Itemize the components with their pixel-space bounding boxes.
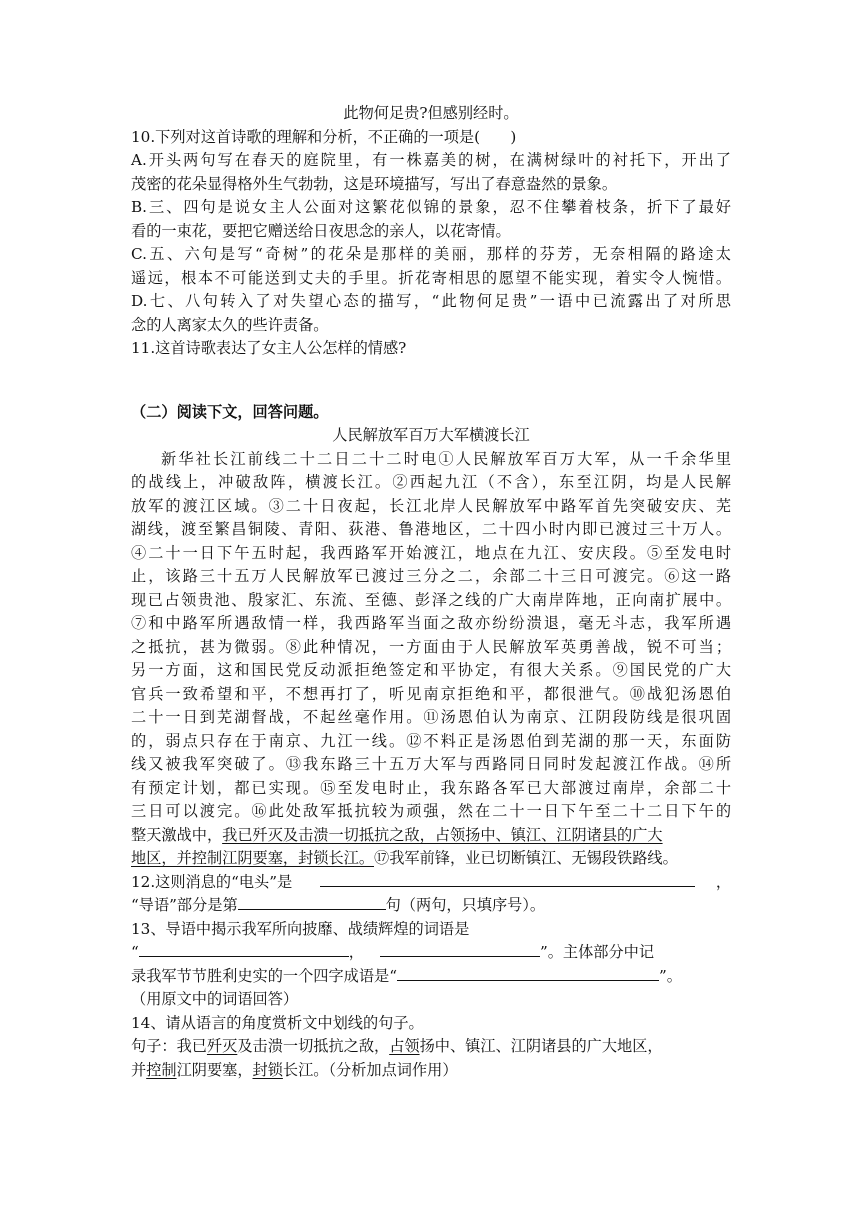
article-line: 另一方面，这和国民党反动派拒绝签定和平协定，有很大关系。⑨国民党的广大 xyxy=(131,661,731,679)
dotted-word: 封锁 xyxy=(252,1060,283,1079)
answer-space xyxy=(131,361,731,401)
question-13-stem: 13、导语中揭示我军所向披靡、战绩辉煌的词语是 xyxy=(131,919,470,938)
punctuation: ， xyxy=(348,943,364,961)
question-14-sentence-line-1 xyxy=(131,1035,731,1059)
article-text: ⑰我军前锋，业已切断镇江、无锡段铁路线。 xyxy=(374,849,678,867)
dotted-word: 占领 xyxy=(389,1037,420,1055)
article-line xyxy=(131,847,731,871)
question-12-line-1 xyxy=(131,871,731,895)
poem-last-line: 此物何足贵?但感别经时。 xyxy=(343,104,519,122)
underlined-sentence: 我已歼灭及击溃一切抵抗之敌，占领扬中、镇江、江阴诸县的广大 xyxy=(222,825,663,844)
question-13-line-2 xyxy=(131,941,731,965)
option-d-line-1: D.七、八句转入了对失望心态的描写，“此物何足贵”一语中已流露出了对所思 xyxy=(131,292,731,310)
question-13-line-3 xyxy=(131,965,731,989)
article-line: 线又被我军突破了。⑬我东路三十五万大军与西路同日同时发起渡江作战。⑭所 xyxy=(131,755,731,773)
article-line: 二十一日到芜湖督战，不起丝毫作用。⑪汤恩伯认为南京、江阴段防线是很巩固 xyxy=(131,708,731,726)
article-line: ⑦和中路军所遇敌情一样，我西路军当面之敌亦纷纷溃退，毫无斗志，我军所遇 xyxy=(131,614,731,632)
punctuation: ， xyxy=(715,872,731,891)
sentence-text: 句子：我已 xyxy=(131,1037,207,1055)
sentence-text: 并 xyxy=(131,1060,147,1079)
article-line: 湖线，渡至繁昌铜陵、青阳、荻港、鲁港地区，二十四小时内即已渡过三十万人。 xyxy=(131,520,731,538)
dotted-word: 歼灭 xyxy=(206,1037,238,1055)
option-a-line-1: A.开头两句写在春天的庭院里，有一株嘉美的树，在满树绿叶的衬托下，开出了 xyxy=(131,151,731,169)
punctuation: “ xyxy=(131,943,139,961)
article-line: 止，该路三十五万人民解放军已渡过三分之二，余部二十三日可渡完。⑥这一路 xyxy=(131,567,731,585)
article-line: 之抵抗，甚为微弱。⑧此种情况，一方面由于人民解放军英勇善战，锐不可当； xyxy=(131,637,731,656)
question-12-text: “导语”部分是第 xyxy=(131,896,238,914)
dotted-word: 控制 xyxy=(146,1060,177,1079)
question-12-text: 句（两句，只填序号）。 xyxy=(385,896,546,914)
question-13-text: ”。主体部分中记 xyxy=(539,943,655,961)
section-2-heading: （二）阅读下文，回答问题。 xyxy=(131,402,329,421)
article-title: 人民解放军百万大军横渡长江 xyxy=(332,426,530,444)
question-13-text: 录我军节节胜利史实的一个四字成语是“ xyxy=(131,966,397,985)
sentence-text: 江阴要塞， xyxy=(176,1060,253,1079)
article-line: 有预定计划，都已实现。⑮至发电时止，我东路各军已大部渡过南岸，余部二十 xyxy=(131,778,731,797)
option-b-line-2: 看的一束花，要把它赠送给日夜思念的亲人，以花寄情。 xyxy=(131,221,511,240)
article-body xyxy=(131,448,731,871)
article-line: 现已占领贵池、殷家汇、东流、至德、彭泽之线的广大南岸阵地，正向南扩展中。 xyxy=(131,590,731,609)
sentence-text: 长江。（分析加点词作用） xyxy=(282,1060,458,1079)
answer-blank[interactable] xyxy=(380,941,540,957)
option-c-line-1: C.五、六句是写“奇树”的花朵是那样的美丽，那样的芬芳，无奈相隔的路途太 xyxy=(131,245,731,263)
answer-blank[interactable] xyxy=(397,965,659,981)
question-14-stem: 14、请从语言的角度赏析文中划线的句子。 xyxy=(131,1013,424,1032)
answer-blank[interactable] xyxy=(238,894,386,910)
article-line: 新华社长江前线二十二日二十二时电①人民解放军百万大军，从一千余华里 xyxy=(161,449,731,468)
underlined-sentence: 地区，并控制江阴要塞，封锁长江。 xyxy=(131,849,374,867)
article-line: 的战线上，冲破敌阵，横渡长江。②西起九江（不含），东至江阴，均是人民解 xyxy=(131,473,731,491)
article-line: 官兵一致希望和平，不想再打了，听见南京拒绝和平，都很泄气。⑩战犯汤恩伯 xyxy=(131,684,731,703)
question-13-note: （用原文中的词语回答） xyxy=(131,990,299,1008)
option-d-line-2: 念的人离家太久的些许责备。 xyxy=(131,315,329,334)
sentence-text: 及击溃一切抵抗之敌， xyxy=(237,1037,390,1055)
question-12-text: 12.这则消息的“电头”是 xyxy=(131,872,293,891)
answer-blank[interactable] xyxy=(139,941,349,957)
question-11: 11.这首诗歌表达了女主人公怎样的情感? xyxy=(131,339,407,357)
option-b-line-1: B.三、四句是说女主人公面对这繁花似锦的景象，忍不住攀着枝条，折下了最好 xyxy=(131,198,731,216)
question-12-line-2 xyxy=(131,894,731,918)
article-text: 整天激战中， xyxy=(131,825,223,844)
option-c-line-2: 遥远，根本不可能送到丈夫的手里。折花寄相思的愿望不能实现，着实令人惋惜。 xyxy=(131,268,731,287)
answer-blank[interactable] xyxy=(320,871,695,887)
article-line xyxy=(131,824,731,848)
question-14-sentence-line-2 xyxy=(131,1059,731,1083)
question-10-stem: 10.下列对这首诗歌的理解和分析，不正确的一项是( ) xyxy=(131,127,517,146)
punctuation: ”。 xyxy=(658,966,682,985)
document-page xyxy=(131,102,731,1082)
article-line: 放军的渡江区域。③二十日夜起，长江北岸人民解放军中路军首先突破安庆、芜 xyxy=(131,496,731,515)
sentence-text: 扬中、镇江、江阴诸县的广大地区， xyxy=(419,1037,663,1055)
option-a-line-2: 茂密的花朵显得格外生气勃勃，这是环境描写，写出了春意盎然的景象。 xyxy=(131,174,617,193)
article-line: 三日可以渡完。⑯此处敌军抵抗较为顽强，然在二十一日下午至二十二日下午的 xyxy=(131,802,731,820)
article-line: 的，弱点只存在于南京、九江一线。⑫不料正是汤恩伯到芜湖的那一天，东面防 xyxy=(131,731,731,750)
article-line: ④二十一日下午五时起，我西路军开始渡江，地点在九江、安庆段。⑤至发电时 xyxy=(131,543,731,562)
